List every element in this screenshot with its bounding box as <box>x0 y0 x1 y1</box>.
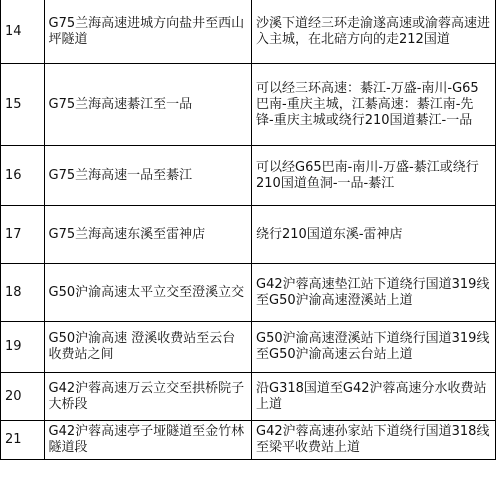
row-number: 18 <box>1 264 45 322</box>
detour-route: 沿G318国道至G42沪蓉高速分水收费站上道 <box>252 373 496 421</box>
table-row <box>1 421 496 460</box>
road-section: G42沪蓉高速万云立交至拱桥院子大桥段 <box>44 373 252 421</box>
detour-route: G50沪渝高速澄溪站下道绕行国道319线至G50沪渝高速云台站上道 <box>252 322 496 373</box>
road-section: G75兰海高速东溪至雷神店 <box>44 206 252 264</box>
row-number: 16 <box>1 146 45 206</box>
detour-route: G42沪蓉高速孙家站下道绕行国道318线至梁平收费站上道 <box>252 421 496 460</box>
row-number: 20 <box>1 373 45 421</box>
table-row <box>1 64 496 146</box>
row-number: 17 <box>1 206 45 264</box>
road-section: G75兰海高速綦江至一品 <box>44 64 252 146</box>
road-section: G50沪渝高速太平立交至澄溪立交 <box>44 264 252 322</box>
table-row <box>1 206 496 264</box>
table-row <box>1 322 496 373</box>
table-row <box>1 264 496 322</box>
road-section: G42沪蓉高速亭子垭隧道至金竹林隧道段 <box>44 421 252 460</box>
table-row <box>1 146 496 206</box>
table-row <box>1 373 496 421</box>
road-section: G75兰海高速进城方向盐井至西山坪隧道 <box>44 0 252 64</box>
detour-route: 可以经G65巴南-南川-万盛-綦江或绕行210国道鱼洞-一品-綦江 <box>252 146 496 206</box>
road-section: G50沪渝高速 澄溪收费站至云台收费站之间 <box>44 322 252 373</box>
table-row <box>1 0 496 64</box>
detour-route: 绕行210国道东溪-雷神店 <box>252 206 496 264</box>
road-section: G75兰海高速一品至綦江 <box>44 146 252 206</box>
detour-route: G42沪蓉高速垫江站下道绕行国道319线至G50沪渝高速澄溪站上道 <box>252 264 496 322</box>
row-number: 21 <box>1 421 45 460</box>
row-number: 14 <box>1 0 45 64</box>
detour-route: 沙溪下道经三环走渝遂高速或渝蓉高速进入主城，在北碚方向的走212国道 <box>252 0 496 64</box>
detour-route: 可以经三环高速：綦江-万盛-南川-G65巴南-重庆主城，江綦高速：綦江南-先锋-重庆主城或绕行210国道綦江-一品 <box>252 64 496 146</box>
row-number: 19 <box>1 322 45 373</box>
row-number: 15 <box>1 64 45 146</box>
